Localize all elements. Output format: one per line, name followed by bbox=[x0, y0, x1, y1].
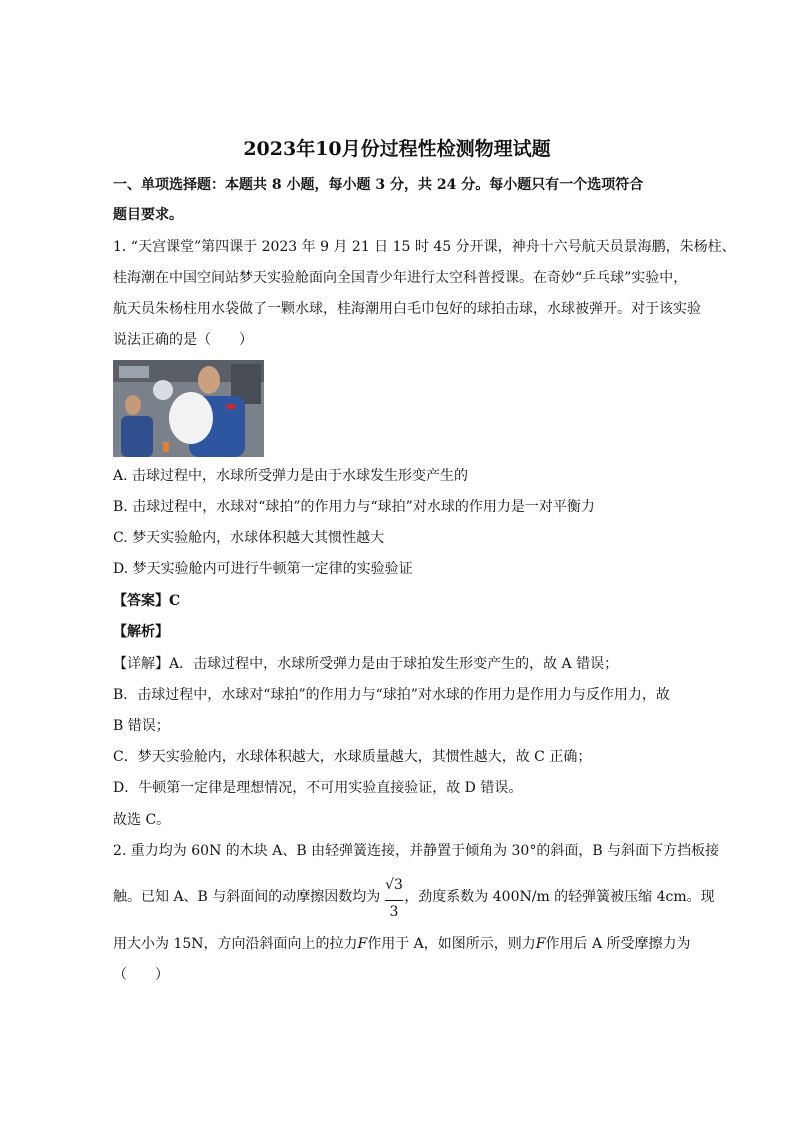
detail-line-3: B 错误； bbox=[113, 718, 170, 734]
question-1-line-3: 航天员朱杨柱用水袋做了一颗水球，桂海潮用白毛巾包好的球拍击球，水球被弹开。对于该实验 bbox=[113, 301, 701, 317]
question-1-line-2: 桂海潮在中国空间站梦天实验舱面向全国青少年进行太空科普授课。在奇妙“乒乓球”实验中， bbox=[113, 270, 688, 286]
paddle-with-towel bbox=[169, 392, 213, 444]
detail-line-5: D．牛顿第一定律是理想情况，不可用实验直接验证，故 D 错误。 bbox=[113, 780, 523, 796]
photo-panel bbox=[119, 366, 149, 378]
astronaut-front-head bbox=[198, 366, 220, 394]
question-2-line-3-mid: 作用于 A，如图所示，则力 bbox=[367, 936, 536, 952]
question-2-line-4: （ ） bbox=[113, 967, 169, 983]
detail-line-2: B．击球过程中，水球对“球拍”的作用力与“球拍”对水球的作用力是作用力与反作用力，故 bbox=[113, 687, 670, 703]
option-c: C. 梦天实验舱内，水球体积越大其惯性越大 bbox=[113, 530, 385, 546]
flag-patch bbox=[227, 404, 235, 409]
question-2-line-2-post: ，劲度系数为 400N/m 的轻弹簧被压缩 4cm。现 bbox=[404, 889, 715, 905]
question-2-line-1: 2. 重力均为 60N 的木块 A、B 由轻弹簧连接，并静置于倾角为 30°的斜面，B 与斜面下方挡板接 bbox=[113, 843, 720, 859]
fraction-bar bbox=[385, 900, 403, 901]
detail-line-1: 【详解】A．击球过程中，水球所受弹力是由于球拍发生形变产生的，故 A 错误； bbox=[113, 656, 619, 672]
question-1-line-4: 说法正确的是（ ） bbox=[113, 332, 253, 348]
answer-line bbox=[113, 591, 180, 611]
detail-line-4: C．梦天实验舱内，水球体积越大，水球质量越大，其惯性越大，故 C 正确； bbox=[113, 749, 592, 765]
question-2-line-2 bbox=[113, 887, 715, 907]
astronaut-photo-illustration bbox=[113, 360, 264, 457]
question-2-line-3-post: 作用后 A 所受摩擦力为 bbox=[545, 936, 691, 952]
page-title: 2023年10月份过程性检测物理试题 bbox=[243, 138, 551, 160]
option-d: D. 梦天实验舱内可进行牛顿第一定律的实验验证 bbox=[113, 561, 413, 577]
answer-label: 【答案】 bbox=[113, 593, 169, 609]
fraction-numerator: √3 bbox=[385, 877, 403, 893]
astronaut-back-head bbox=[125, 395, 141, 415]
orange-object bbox=[163, 442, 169, 452]
question-2-line-3 bbox=[113, 934, 691, 954]
force-symbol: F bbox=[357, 936, 368, 952]
section-heading-line-2: 题目要求。 bbox=[113, 207, 183, 223]
option-b: B. 击球过程中，水球对“球拍”的作用力与“球拍”对水球的作用力是一对平衡力 bbox=[113, 499, 595, 515]
detail-line-6: 故选 C。 bbox=[113, 812, 171, 828]
question-2-line-3-pre: 用大小为 15N，方向沿斜面向上的拉力 bbox=[113, 936, 358, 952]
fraction-denominator: 3 bbox=[389, 904, 399, 920]
question-2-line-2-pre: 触。已知 A、B 与斜面间的动摩擦因数均为 bbox=[113, 889, 381, 905]
astronaut-back-suit bbox=[121, 416, 153, 457]
option-a: A. 击球过程中，水球所受弹力是由于水球发生形变产生的 bbox=[113, 468, 469, 484]
force-symbol-2: F bbox=[535, 936, 546, 952]
section-heading-line-1: 一、单项选择题：本题共 8 小题，每小题 3 分，共 24 分。每小题只有一个选项符合 bbox=[113, 177, 644, 193]
question-1-line-1: 1. “天宫课堂”第四课于 2023 年 9 月 21 日 15 时 45 分开课，神舟十六号航天员景海鹏，朱杨柱、 bbox=[113, 239, 736, 255]
astronaut-photo bbox=[113, 360, 264, 457]
answer-value: C bbox=[169, 593, 181, 609]
photo-porthole bbox=[153, 380, 173, 400]
analysis-label: 【解析】 bbox=[113, 624, 169, 640]
